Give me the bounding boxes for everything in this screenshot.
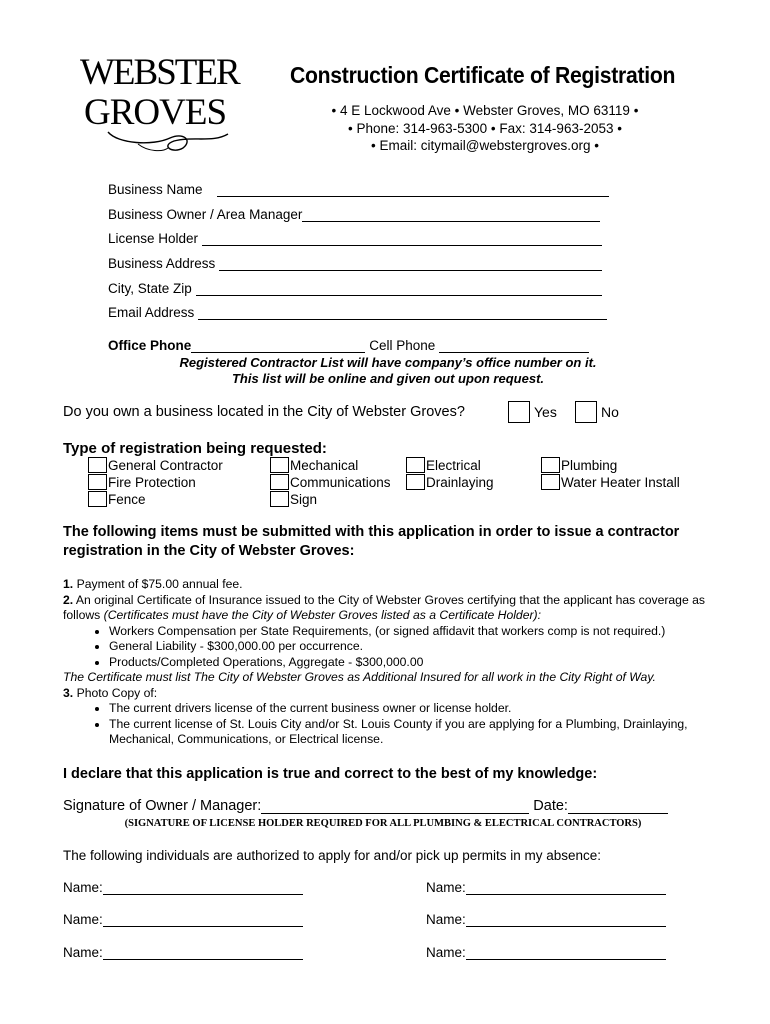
business-address-field[interactable] — [108, 256, 602, 271]
list-item: • The current license of St. Louis City and/or St. Louis County if you are applying for a Plumbing, Drainlaying, Mechanical, Communications, or Electrical license. — [109, 717, 723, 748]
checkbox[interactable] — [406, 474, 425, 490]
city-state-zip-label: City, State Zip — [108, 281, 192, 296]
address: 4 E Lockwood Ave — [340, 103, 451, 118]
business-name-field[interactable] — [108, 182, 609, 197]
business-name-label: Business Name — [108, 182, 203, 197]
note-line-1: Registered Contractor List will have company’s office number on it. — [179, 355, 597, 370]
registration-heading: Type of registration being requested: — [63, 440, 327, 457]
phone-fields[interactable] — [108, 338, 589, 353]
signature-row[interactable] — [63, 798, 668, 814]
name-line[interactable] — [466, 912, 666, 927]
license-holder-line[interactable] — [202, 231, 602, 246]
webster-groves-logo — [78, 48, 243, 158]
name-line[interactable] — [103, 945, 303, 960]
signature-note: (SIGNATURE OF LICENSE HOLDER REQUIRED FOR ALL PLUMBING & ELECTRICAL CONTRACTORS) — [124, 818, 642, 829]
name-field[interactable]: Name: — [63, 912, 303, 927]
ownership-no[interactable] — [575, 401, 619, 423]
item-3: 3. Photo Copy of: — [63, 685, 158, 700]
email-field[interactable] — [108, 305, 607, 320]
list-item: • The current drivers license of the current business owner or license holder. — [109, 701, 723, 717]
phone: Phone: 314-963-5300 — [356, 121, 488, 136]
signature-label: Signature of Owner / Manager: — [63, 798, 262, 814]
business-name-line[interactable] — [217, 182, 609, 197]
ownership-question: Do you own a business located in the City of Webster Groves? — [63, 404, 465, 420]
contact-address-line: • 4 E Lockwood Ave • Webster Groves, MO 63119 • — [331, 103, 639, 118]
checkbox[interactable] — [88, 474, 107, 490]
reg-fence[interactable]: Fence — [88, 491, 146, 507]
checkbox[interactable] — [270, 474, 289, 490]
ownership-yes[interactable] — [508, 401, 557, 423]
cell-phone-label: Cell Phone — [369, 338, 436, 353]
contact-email-line: • Email: citymail@webstergroves.org • — [370, 138, 600, 153]
name-line[interactable] — [103, 880, 303, 895]
license-holder-field[interactable] — [108, 231, 602, 246]
item-2-note: The Certificate must list The City of Webster Groves as Additional Insured for all work in the City Right of Way. — [63, 670, 656, 684]
form-title: Construction Certificate of Registration — [290, 62, 676, 88]
license-holder-label: License Holder — [108, 231, 199, 246]
office-phone-label: Office Phone — [108, 338, 192, 353]
signature-line[interactable] — [261, 799, 529, 814]
name-field[interactable]: Name: — [63, 880, 303, 895]
owner-field[interactable] — [108, 207, 600, 222]
reg-electrical[interactable]: Electrical — [406, 457, 481, 473]
reg-sign[interactable]: Sign — [270, 491, 317, 507]
item-1: 1. Payment of $75.00 annual fee. — [63, 577, 243, 591]
email-label: Email Address — [108, 305, 195, 320]
item-3-bullets — [63, 701, 723, 748]
business-address-label: Business Address — [108, 256, 216, 271]
reg-plumbing[interactable]: Plumbing — [541, 457, 617, 473]
item-2: 2. An original Certificate of Insurance issued to the City of Webster Groves certifying that the applicant has coverage as follows (Certificates must have the City of Webster Groves listed as a Certificate Holder): — [63, 592, 705, 622]
reg-water-heater[interactable]: Water Heater Install — [541, 474, 680, 490]
contact-phone-line: • Phone: 314-963-5300 • Fax: 314-963-2053 • — [348, 121, 622, 136]
email-line[interactable] — [198, 305, 607, 320]
fax: Fax: 314-963-2053 — [499, 121, 614, 136]
checkbox[interactable] — [270, 457, 289, 473]
email: Email: citymail@webstergroves.org — [379, 138, 591, 153]
authorized-intro: The following individuals are authorized to apply for and/or pick up permits in my absence: — [63, 848, 602, 863]
no-label: No — [601, 404, 619, 420]
checkbox[interactable] — [541, 457, 560, 473]
yes-checkbox[interactable] — [508, 401, 530, 423]
list-item: • Workers Compensation per State Requirements, (or signed affidavit that workers comp is not required.) — [109, 624, 723, 640]
checkbox[interactable] — [270, 491, 289, 507]
reg-communications[interactable]: Communications — [270, 474, 391, 490]
city-state-zip-field[interactable] — [108, 281, 602, 296]
cell-phone-line[interactable] — [439, 338, 589, 353]
name-field[interactable]: Name: — [426, 945, 666, 960]
name-line[interactable] — [466, 880, 666, 895]
reg-mechanical[interactable]: Mechanical — [270, 457, 358, 473]
item-2-bullets — [63, 624, 723, 671]
checkbox[interactable] — [541, 474, 560, 490]
reg-fire-protection[interactable]: Fire Protection — [88, 474, 196, 490]
name-field[interactable]: Name: — [426, 880, 666, 895]
name-line[interactable] — [466, 945, 666, 960]
logo-line1: WEBSTER — [80, 52, 239, 93]
declaration: I declare that this application is true and correct to the best of my knowledge: — [63, 766, 598, 782]
name-line[interactable] — [103, 912, 303, 927]
date-line[interactable] — [568, 799, 668, 814]
owner-label: Business Owner / Area Manager — [108, 207, 303, 222]
requirements-intro: The following items must be submitted with this application in order to issue a contractor registration in the City of Webster Groves: — [63, 524, 680, 559]
date-label: Date: — [533, 798, 568, 814]
checkbox[interactable] — [406, 457, 425, 473]
requirements-list — [63, 577, 723, 748]
name-field[interactable]: Name: — [63, 945, 303, 960]
logo-line2: GROVES — [84, 92, 227, 133]
city: Webster Groves, MO 63119 — [463, 103, 630, 118]
checkbox[interactable] — [88, 457, 107, 473]
reg-general-contractor[interactable]: General Contractor — [88, 457, 223, 473]
checkbox[interactable] — [88, 491, 107, 507]
office-phone-line[interactable] — [191, 338, 365, 353]
yes-label: Yes — [534, 404, 557, 420]
city-state-zip-line[interactable] — [196, 281, 602, 296]
note-line-2: This list will be online and given out upon request. — [231, 371, 545, 386]
name-field[interactable]: Name: — [426, 912, 666, 927]
business-address-line[interactable] — [219, 256, 602, 271]
owner-line[interactable] — [302, 207, 600, 222]
list-item: • General Liability - $300,000.00 per occurrence. — [109, 639, 723, 655]
reg-drainlaying[interactable]: Drainlaying — [406, 474, 494, 490]
list-item: • Products/Completed Operations, Aggregate - $300,000.00 — [109, 655, 723, 671]
no-checkbox[interactable] — [575, 401, 597, 423]
